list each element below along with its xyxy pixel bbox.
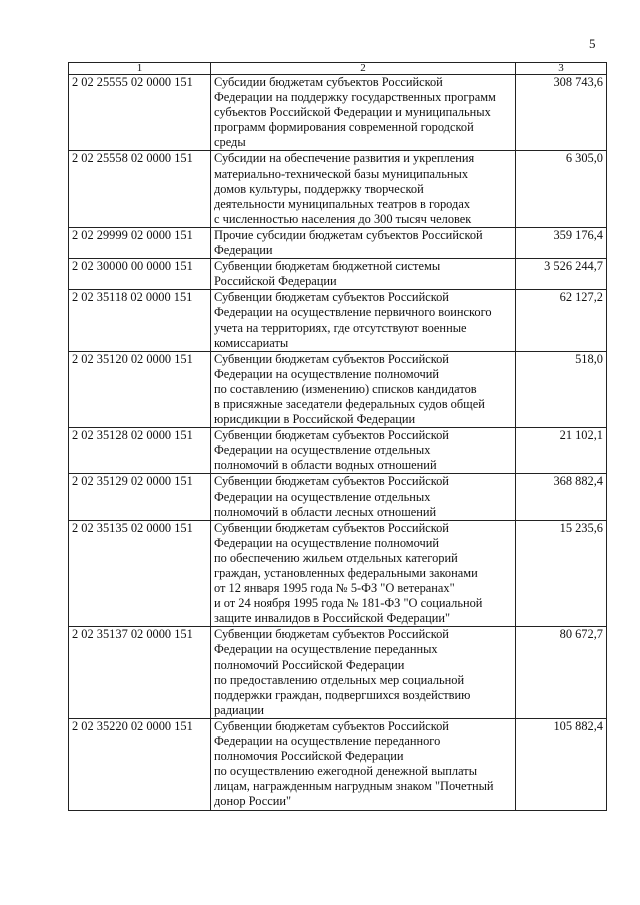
amount-cell: 15 235,6 xyxy=(516,520,607,627)
revenue-name-line: домов культуры, поддержку творческой xyxy=(214,181,424,196)
budget-code-cell: 2 02 35137 02 0000 151 xyxy=(69,627,211,719)
revenue-name-line: и от 24 ноября 1995 года № 181-ФЗ "О социальной xyxy=(214,596,483,611)
revenue-name-cell xyxy=(211,428,516,474)
revenue-name-line: Прочие субсидии бюджетам субъектов Российской xyxy=(214,227,483,242)
revenue-name-cell xyxy=(211,290,516,351)
revenue-name-line: юрисдикции в Российской Федерации xyxy=(214,412,416,427)
table-header-row xyxy=(69,63,607,75)
revenue-name-line: по обеспечению жильем отдельных категорий xyxy=(214,550,458,565)
revenue-name-line: Субвенции бюджетам субъектов Российской xyxy=(214,290,449,305)
revenue-name-line: среды xyxy=(214,135,246,150)
revenue-name-cell xyxy=(211,151,516,227)
column-header-amount: 3 xyxy=(516,63,607,75)
table-row xyxy=(69,290,607,351)
revenue-name-cell xyxy=(211,520,516,627)
revenue-name-line: программ формирования современной городской xyxy=(214,120,474,135)
table-row xyxy=(69,627,607,719)
revenue-name-line: Субвенции бюджетам субъектов Российской xyxy=(214,351,449,366)
amount-cell: 105 882,4 xyxy=(516,718,607,810)
budget-code-cell: 2 02 29999 02 0000 151 xyxy=(69,227,211,258)
revenue-name-line: с численностью населения до 300 тысяч человек xyxy=(214,211,472,226)
table-row xyxy=(69,718,607,810)
revenue-name-cell xyxy=(211,474,516,520)
revenue-name-line: полномочий в области водных отношений xyxy=(214,458,437,473)
budget-code-cell: 2 02 30000 00 0000 151 xyxy=(69,259,211,290)
revenue-name-line: материально-технической базы муниципальных xyxy=(214,166,469,181)
revenue-name-line: Федерации на осуществление полномочий xyxy=(214,535,440,550)
budget-code-cell: 2 02 35120 02 0000 151 xyxy=(69,351,211,427)
column-header-code: 1 xyxy=(69,63,211,75)
amount-cell: 80 672,7 xyxy=(516,627,607,719)
revenue-name-line: в присяжные заседатели федеральных судов общей xyxy=(214,396,485,411)
revenue-name-line: Федерации на осуществление переданного xyxy=(214,734,441,749)
budget-code-cell: 2 02 35220 02 0000 151 xyxy=(69,718,211,810)
revenue-name-cell xyxy=(211,227,516,258)
revenue-name-line: по предоставлению отдельных мер социальной xyxy=(214,672,465,687)
revenue-name-cell xyxy=(211,718,516,810)
table-row xyxy=(69,351,607,427)
amount-cell: 62 127,2 xyxy=(516,290,607,351)
amount-cell: 368 882,4 xyxy=(516,474,607,520)
budget-code-cell: 2 02 25555 02 0000 151 xyxy=(69,75,211,151)
amount-cell: 6 305,0 xyxy=(516,151,607,227)
table-row xyxy=(69,474,607,520)
revenue-name-line: граждан, установленных федеральными законами xyxy=(214,566,478,580)
revenue-name-line: лицам, награжденным нагрудным знаком "Почетный xyxy=(214,779,494,794)
revenue-name-line: Федерации на осуществление первичного воинского xyxy=(214,305,492,320)
revenue-name-line: Российской Федерации xyxy=(214,274,337,289)
revenue-name-line: Субвенции бюджетам субъектов Российской xyxy=(214,474,449,489)
revenue-name-line: деятельности муниципальных театров в городах xyxy=(214,196,471,211)
revenue-name-line: донор России" xyxy=(214,794,292,809)
revenue-name-line: полномочий Российской Федерации xyxy=(214,657,405,672)
table-row xyxy=(69,428,607,474)
revenue-name-line: Федерации на поддержку государственных программ xyxy=(214,90,496,105)
revenue-name-line: Федерации на осуществление полномочий xyxy=(214,366,440,381)
revenue-name-cell xyxy=(211,75,516,151)
revenue-name-line: поддержки граждан, подвергшихся воздействию xyxy=(214,687,471,702)
revenue-name-line: Федерации на осуществление отдельных xyxy=(214,443,431,458)
revenue-name-line: полномочия Российской Федерации xyxy=(214,749,404,764)
revenue-name-line: от 12 января 1995 года № 5-ФЗ "О ветеранах" xyxy=(214,581,455,596)
revenue-name-cell xyxy=(211,259,516,290)
table-row xyxy=(69,520,607,627)
budget-code-cell: 2 02 35129 02 0000 151 xyxy=(69,474,211,520)
page-number: 5 xyxy=(589,36,596,51)
revenue-name-cell xyxy=(211,351,516,427)
table-row xyxy=(69,75,607,151)
column-header-name: 2 xyxy=(211,63,516,75)
revenue-name-line: Субвенции бюджетам субъектов Российской xyxy=(214,428,449,443)
amount-cell: 308 743,6 xyxy=(516,75,607,151)
table-row xyxy=(69,151,607,227)
revenue-name-cell xyxy=(211,627,516,719)
revenue-name-line: Субсидии бюджетам субъектов Российской xyxy=(214,75,443,89)
revenue-name-line: Субвенции бюджетам субъектов Российской xyxy=(214,520,449,535)
table-row xyxy=(69,227,607,258)
revenue-name-line: защите инвалидов в Российской Федерации" xyxy=(214,611,451,626)
revenue-name-line: Федерации xyxy=(214,243,273,258)
revenue-name-line: Федерации на осуществление отдельных xyxy=(214,489,431,504)
budget-code-cell: 2 02 35118 02 0000 151 xyxy=(69,290,211,351)
revenue-name-line: комиссариаты xyxy=(214,335,289,350)
budget-code-cell: 2 02 35135 02 0000 151 xyxy=(69,520,211,627)
amount-cell: 518,0 xyxy=(516,351,607,427)
budget-code-cell: 2 02 25558 02 0000 151 xyxy=(69,151,211,227)
budget-code-cell: 2 02 35128 02 0000 151 xyxy=(69,428,211,474)
revenue-name-line: полномочий в области лесных отношений xyxy=(214,504,437,519)
table-body xyxy=(69,75,607,811)
revenue-name-line: Субвенции бюджетам бюджетной системы xyxy=(214,259,441,274)
revenue-name-line: субъектов Российской Федерации и муниципальных xyxy=(214,105,491,120)
amount-cell: 359 176,4 xyxy=(516,227,607,258)
revenue-name-line: по осуществлению ежегодной денежной выплаты xyxy=(214,764,478,779)
table-row xyxy=(69,259,607,290)
revenue-name-line: Субвенции бюджетам субъектов Российской xyxy=(214,627,449,642)
revenue-name-line: по составлению (изменению) списков кандидатов xyxy=(214,381,477,396)
revenue-name-line: радиации xyxy=(214,702,265,717)
budget-revenue-table xyxy=(68,62,607,811)
revenue-name-line: учета на территориях, где отсутствуют военные xyxy=(214,320,467,335)
revenue-name-line: Субсидии на обеспечение развития и укрепления xyxy=(214,151,475,166)
revenue-name-line: Субвенции бюджетам субъектов Российской xyxy=(214,718,449,733)
amount-cell: 3 526 244,7 xyxy=(516,259,607,290)
revenue-name-line: Федерации на осуществление переданных xyxy=(214,642,438,657)
amount-cell: 21 102,1 xyxy=(516,428,607,474)
